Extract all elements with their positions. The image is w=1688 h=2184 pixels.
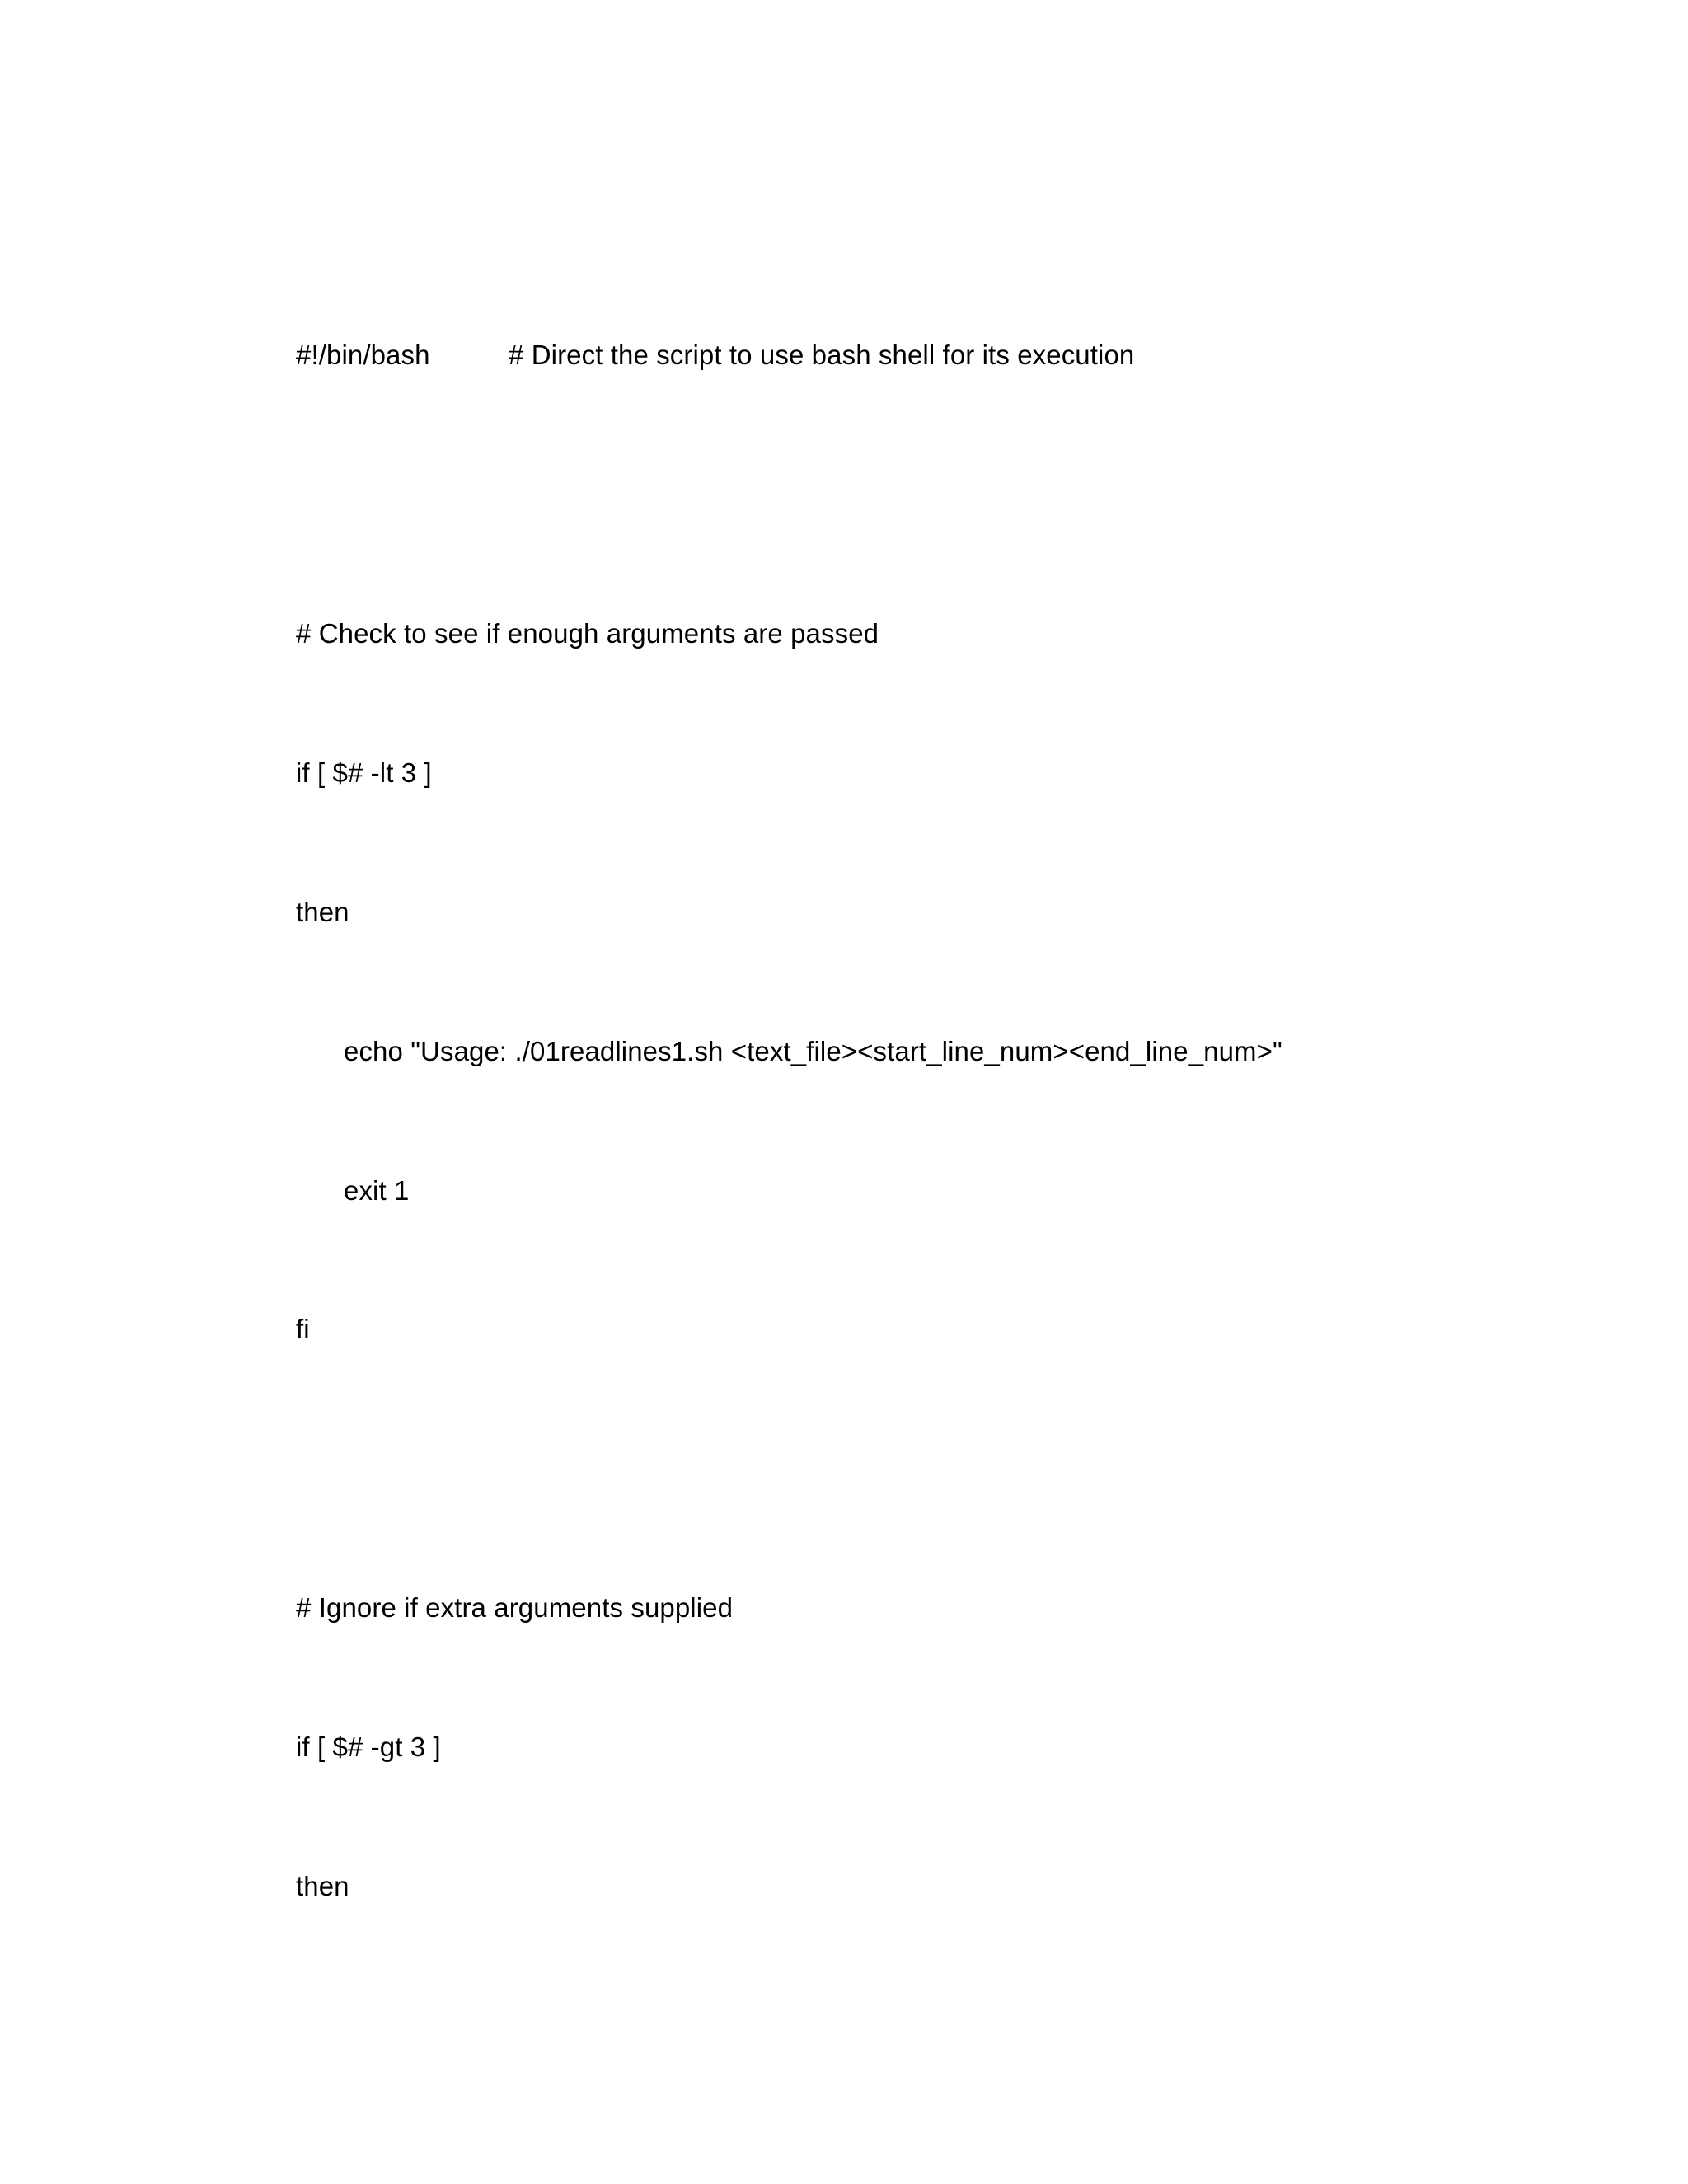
shebang-line: #!/bin/bash xyxy=(296,340,430,370)
echo-usage-line: echo "Usage: ./01readlines1.sh <text_file><start_line_num><end_line_num>" xyxy=(344,1036,1282,1066)
comment-check-arguments: # Check to see if enough arguments are passed xyxy=(296,618,879,649)
fi-line: fi xyxy=(296,1314,310,1344)
exit-line: exit 1 xyxy=(344,1175,410,1206)
then-line-2: then xyxy=(296,1871,349,1901)
if-lt-line: if [ $# -lt 3 ] xyxy=(296,757,432,788)
then-line-1: then xyxy=(296,897,349,927)
comment-ignore-extra: # Ignore if extra arguments supplied xyxy=(296,1592,734,1623)
shebang-comment: # Direct the script to use bash shell for its execution xyxy=(509,340,1135,370)
if-gt-line: if [ $# -gt 3 ] xyxy=(296,1732,441,1762)
